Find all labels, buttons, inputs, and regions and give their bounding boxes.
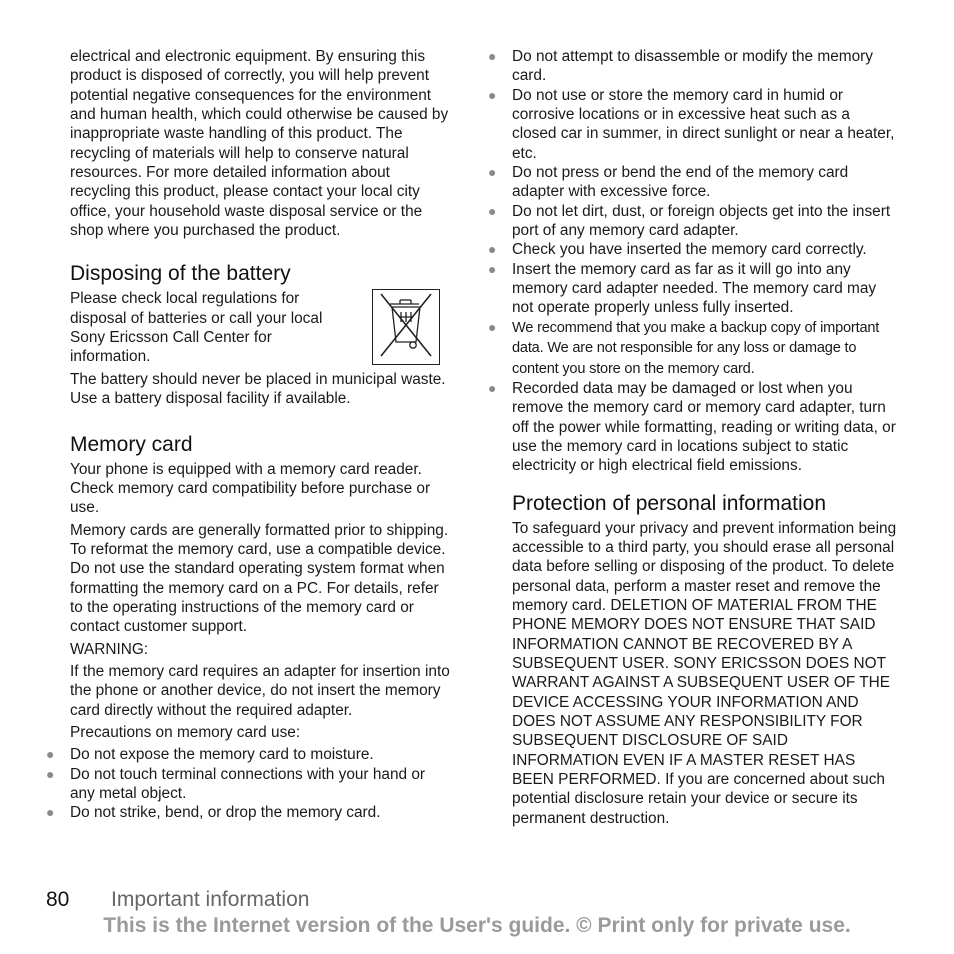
bullet-icon: ● [488, 164, 497, 181]
memory-paragraph-1: Your phone is equipped with a memory card reader. Check memory card compatibility before purchase or use. [70, 460, 431, 517]
battery-paragraph-2: The battery should never be placed in municipal waste. Use a battery disposal facility if available. [70, 370, 446, 408]
crossed-out-wheelie-bin-icon [372, 289, 440, 365]
warning-text: If the memory card requires an adapter for insertion into the phone or another device, do not insert the memory card directly without the required adapter. [70, 662, 450, 719]
list-item: ● Do not let dirt, dust, or foreign objects get into the insert port of any memory card adapter. [488, 202, 891, 240]
bullet-icon: ● [488, 86, 497, 103]
list-item: ● Do not expose the memory card to moisture. [46, 746, 374, 764]
list-item: ● Do not strike, bend, or drop the memory card. [46, 804, 381, 822]
precautions-list-right [488, 47, 897, 476]
precautions-label: Precautions on memory card use: [70, 723, 301, 741]
list-item: ● Do not attempt to disassemble or modify the memory card. [488, 48, 873, 85]
left-column [46, 47, 450, 823]
page-number: 80 [46, 888, 70, 911]
privacy-heading: Protection of personal information [512, 491, 827, 515]
bullet-icon: ● [46, 746, 55, 763]
watermark-notice: This is the Internet version of the User's guide. © Print only for private use. [103, 914, 851, 937]
bullet-icon: ● [488, 260, 497, 277]
bullet-icon: ● [488, 318, 497, 335]
bullet-icon: ● [488, 202, 497, 219]
list-item: ● Do not touch terminal connections with your hand or any metal object. [46, 765, 426, 802]
list-item: ● We recommend that you make a backup copy of important data. We are not responsible for any loss or damage to content you store on the memory card. [488, 318, 880, 377]
battery-heading: Disposing of the battery [70, 262, 291, 286]
bullet-icon: ● [488, 241, 497, 258]
footer-section-title: Important information [111, 888, 310, 911]
list-item: ● Recorded data may be damaged or lost when you remove the memory card or memory card adapter, turn off the power while formatting, reading or writing data, or use the memory card in locations subject to static electricity or high electrical field emissions. [488, 379, 896, 475]
list-item: ● Do not use or store the memory card in humid or corrosive locations or in excessive heat such as a closed car in summer, in direct sunlight or near a heater, etc. [488, 86, 895, 162]
bullet-icon: ● [488, 48, 497, 64]
bullet-icon: ● [46, 765, 55, 782]
memory-paragraph-2: Memory cards are generally formatted prior to shipping. To reformat the memory card, use a compatible device. Do not use the standard operating system format when formatting the memory card on a PC. For details, refer to the operating instructions of the memory card or contact customer support. [70, 521, 449, 636]
battery-paragraph-1: Please check local regulations for disposal of batteries or call your local Sony Ericsson Call Center for information. [70, 290, 323, 366]
list-item: ● Check you have inserted the memory card correctly. [488, 241, 867, 259]
list-item: ● Insert the memory card as far as it will go into any memory card adapter needed. The memory card may not operate properly unless fully inserted. [488, 260, 877, 317]
intro-paragraph: electrical and electronic equipment. By ensuring this product is disposed of correctly, you will help prevent potential negative consequences for the environment and human health, which could otherwise be caused by inappropriate waste handling of this product. The recycling of materials will help to conserve natural resources. For more detailed information about recycling this product, please contact your local city office, your household waste disposal service or the shop where you purchased the product. [70, 48, 449, 240]
memory-card-heading: Memory card [70, 432, 193, 456]
bullet-icon: ● [46, 804, 55, 821]
warning-label: WARNING: [70, 640, 149, 658]
battery-section [70, 289, 450, 366]
right-column [488, 47, 897, 828]
list-item: ● Do not press or bend the end of the memory card adapter with excessive force. [488, 164, 849, 201]
precautions-list-left [46, 745, 450, 822]
bullet-icon: ● [488, 379, 497, 396]
privacy-paragraph: To safeguard your privacy and prevent information being accessible to a third party, you should erase all personal data before selling or disposing of the product. To delete personal data, perform a master reset and remove the memory card. DELETION OF MATERIAL FROM THE PHONE MEMORY DOES NOT ENSURE THAT SAID INFORMATION CANNOT BE RECOVERED BY A SUBSEQUENT USER. SONY ERICSSON DOES NOT WARRANT AGAINST A SUBSEQUENT USER OF THE DEVICE ACCESSING YOUR INFORMATION AND DOES NOT ASSUME ANY RESPONSIBILITY FOR SUBSEQUENT DISCLOSURE OF SAID INFORMATION EVEN IF A MASTER RESET HAS BEEN PERFORMED. If you are concerned about such potential disclosure retain your device or secure its permanent destruction. [512, 519, 897, 827]
